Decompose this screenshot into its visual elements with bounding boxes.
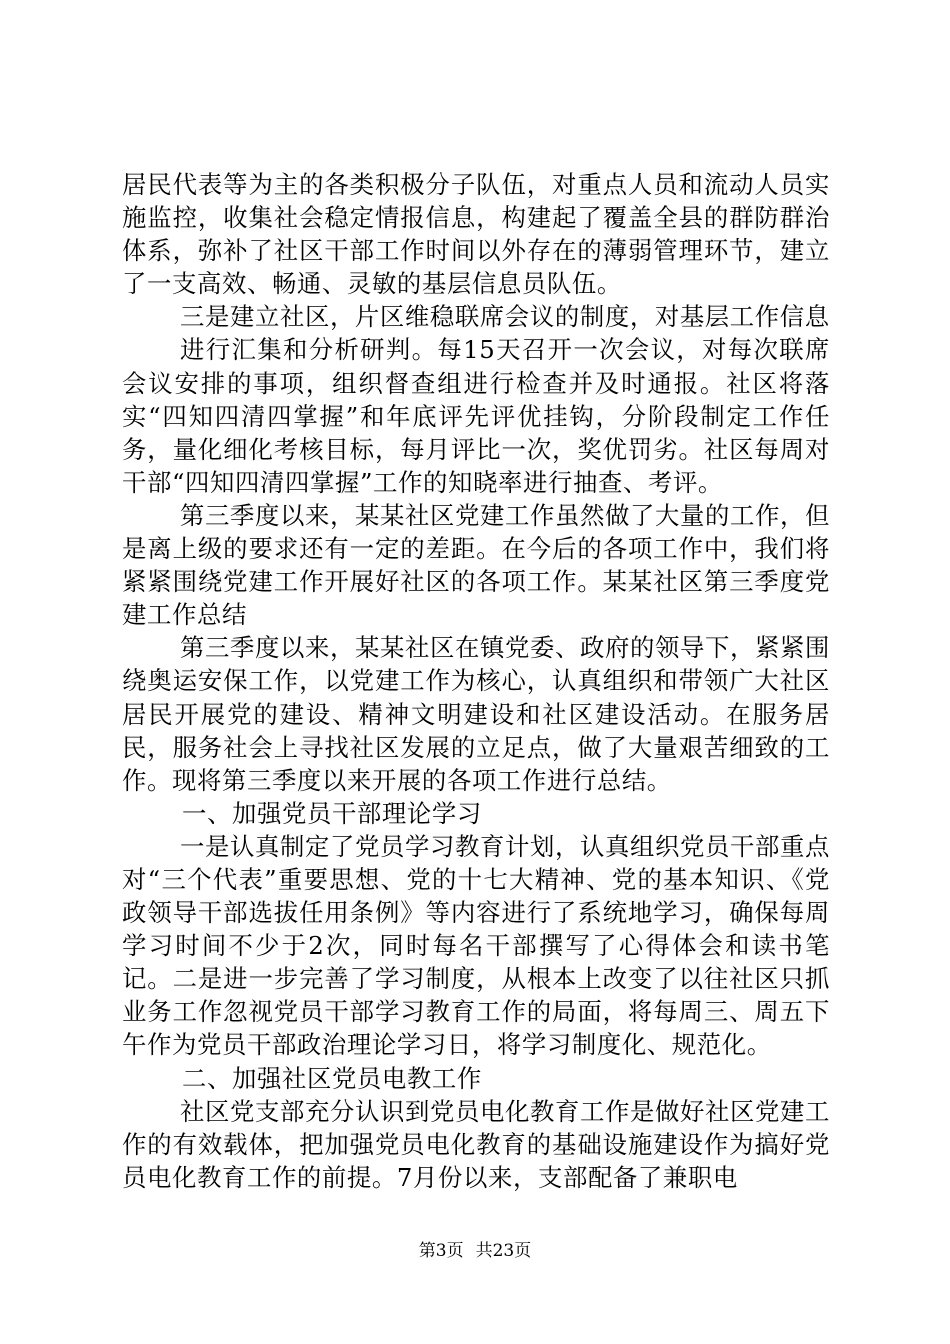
paragraph-q3-overview: 第三季度以来，某某社区在镇党委、政府的领导下，紧紧围绕奥运安保工作，以党建工作为核心，认真组织和带领广大社区居民开展党的建设、精神文明建设和社区建设活动。在服务居民，服务社会上寻找社区发展的立足点，做了大量艰苦细致的工作。现将第三季度以来开展的各项工作进行总结。 bbox=[122, 633, 830, 795]
paragraph-analysis-review: 进行汇集和分析研判。每15天召开一次会议，对每次联席会议安排的事项，组织督查组进行检查并及时通报。社区将落实“四知四清四掌握”和年底评先评优挂钩，分阶段制定工作任务，量化细化考核目标，每月评比一次，奖优罚劣。社区每周对干部“四知四清四掌握”工作的知晓率进行抽查、考评。 bbox=[122, 335, 830, 497]
section-heading-electronic-education: 二、加强社区党员电教工作 bbox=[182, 1063, 482, 1093]
page-footer bbox=[0, 1240, 950, 1262]
paragraph-q3-party-building-summary: 第三季度以来，某某社区党建工作虽然做了大量的工作，但是离上级的要求还有一定的差距。在今后的各项工作中，我们将紧紧围绕党建工作开展好社区的各项工作。某某社区第三季度党建工作总结 bbox=[122, 500, 830, 630]
paragraph-community-info-team: 居民代表等为主的各类积极分子队伍，对重点人员和流动人员实施监控，收集社会稳定情报信息，构建起了覆盖全县的群防群治体系，弥补了社区干部工作时间以外存在的薄弱管理环节，建立了一支高效、畅通、灵敏的基层信息员队伍。 bbox=[122, 170, 830, 299]
page-number-total: 共23页 bbox=[475, 1241, 532, 1261]
document-body bbox=[122, 168, 830, 1194]
paragraph-joint-meeting-system: 三是建立社区，片区维稳联席会议的制度，对基层工作信息 bbox=[180, 302, 830, 332]
section-heading-theory-study: 一、加强党员干部理论学习 bbox=[182, 798, 482, 828]
paragraph-study-plan: 一是认真制定了党员学习教育计划，认真组织党员干部重点对“三个代表”重要思想、党的十七大精神、党的基本知识、《党政领导干部选拔任用条例》等内容进行了系统地学习，确保每周学习时间不少于2次，同时每名干部撰写了心得体会和读书笔记。二是进一步完善了学习制度，从根本上改变了以往社区只抓业务工作忽视党员干部学习教育工作的局面，将每周三、周五下午作为党员干部政治理论学习日，将学习制度化、规范化。 bbox=[122, 831, 830, 1060]
paragraph-electronic-education: 社区党支部充分认识到党员电化教育工作是做好社区党建工作的有效载体，把加强党员电化教育的基础设施建设作为搞好党员电化教育工作的前提。7月份以来，支部配备了兼职电 bbox=[122, 1096, 830, 1192]
page-number-current: 第3页 bbox=[418, 1241, 464, 1261]
